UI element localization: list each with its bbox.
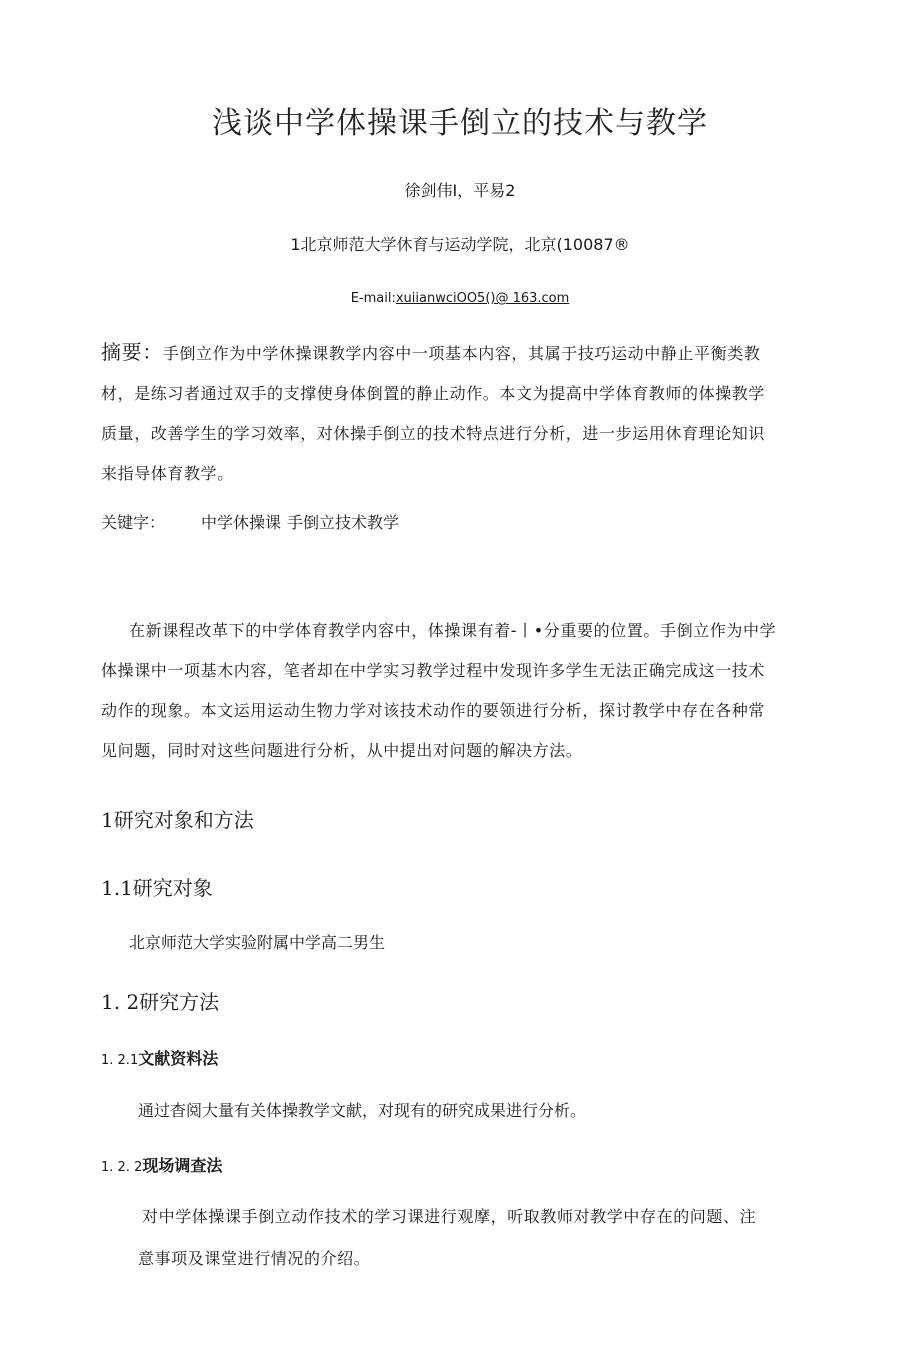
intro-line: 动作的现象。本文运用运动生物力学对该技术动作的要领进行分析，探讨教学中存在各种常 <box>101 701 766 720</box>
paper-title: 浅谈中学体操课手倒立的技术与教学 <box>212 106 708 141</box>
email-label: E-mail: <box>350 291 396 306</box>
email-line <box>0 291 920 306</box>
intro-line: 见问题，同时对这些问题进行分析，从中提出对问题的解决方法。 <box>101 741 583 760</box>
section-heading-1-2-1 <box>101 1046 218 1069</box>
body-line: 意事项及课堂进行情况的介绍。 <box>138 1249 371 1268</box>
intro-line: 体操课中一项基木内容，笔者却在中学实习教学过程中发现许多学生无法正确完成这一技术 <box>101 661 766 680</box>
body-line: 对中学体操课手倒立动作技术的学习课进行观摩，听取教师对教学中存在的问题、注 <box>142 1207 757 1226</box>
section-1-1-body: 北京师范大学实验附属中学高二男生 <box>129 933 386 952</box>
section-number: 1. 2.1 <box>101 1053 139 1068</box>
abstract-text: 手倒立作为中学休操课教学内容中一项基本内容，其属于技巧运动中静止平衡类教 <box>162 344 761 363</box>
section-1-2-2-body <box>138 1196 756 1280</box>
keywords <box>101 510 405 533</box>
intro-line: 在新课程改革下的中学体育教学内容中，体操课有着-丨•分重要的位置。手倒立作为中学 <box>129 621 777 640</box>
affiliation: 1北京师范大学休育与运动学院，北京(10087® <box>290 235 630 254</box>
abstract-line: 质量，改善学生的学习效率，对休操手倒立的技术特点进行分析，进一步运用休育理论知识 <box>101 424 766 443</box>
authors: 徐剑伟I，平易2 <box>404 181 516 200</box>
abstract-line: 材，是练习者通过双手的支撑使身体倒置的静止动作。本文为提高中学体育教师的体操教学 <box>101 384 766 403</box>
abstract-line: 来指导体育教学。 <box>101 464 234 483</box>
section-title: 文献资料法 <box>138 1049 219 1068</box>
section-heading-1-2-2 <box>101 1153 222 1176</box>
abstract-lead: 摘要： <box>101 340 163 364</box>
keyword: 手倒立技术教学 <box>287 513 400 532</box>
abstract <box>101 332 765 494</box>
abstract-line <box>101 332 765 374</box>
keyword: 中学休操课 <box>201 513 282 532</box>
keywords-label: 关键字： <box>101 513 166 532</box>
section-heading-1-2: 1. 2研究方法 <box>101 990 220 1014</box>
section-heading-1-1: 1.1研究对象 <box>101 876 213 900</box>
section-1-2-1-body: 通过杳阅大量有关体操教学文献，对现有的研究成果进行分析。 <box>138 1101 587 1120</box>
intro <box>101 611 776 771</box>
email-link[interactable]: xuiianwciOO5()@ 163.com <box>395 291 570 306</box>
section-number: 1. 2. 2 <box>101 1160 143 1175</box>
section-title: 现场调查法 <box>142 1156 223 1175</box>
section-heading-1: 1研究对象和方法 <box>101 808 254 832</box>
